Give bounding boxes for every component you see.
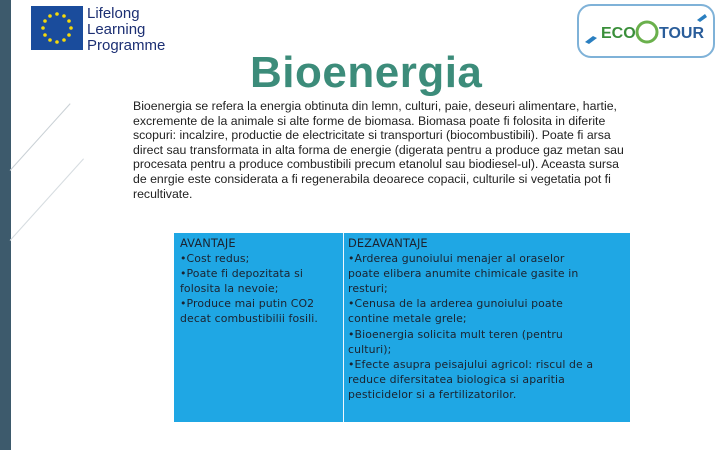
eco-tour-logo: [577, 4, 715, 58]
tour-logo-text: TOUR: [659, 25, 705, 42]
paragraph-line: direct sau transformata in alta forma de energie (digerata pentru a produce gaz metan sau: [133, 142, 624, 157]
disadvantage-line: •Bioenergia solicita mult teren (pentru: [348, 327, 563, 341]
paragraph-line: Bioenergia se refera la energia obtinuta din lemn, culturi, paie, deseuri alimentare, hartie,: [133, 99, 617, 113]
paragraph-line: de enrgie este considerata a fi regenerabila deoarece copacii, culturile si vegetatia pot fi: [133, 171, 611, 186]
advantages-header: AVANTAJE: [180, 236, 236, 250]
disadvantage-line: resturi;: [348, 282, 388, 296]
plane-icon: [585, 36, 597, 44]
disadvantages-column: [348, 236, 624, 402]
advantage-line: folosita la nevoie;: [180, 282, 279, 296]
advantages-column: [180, 236, 340, 327]
paragraph-line: excremente de la animale si alte forme de biomasa. Biomasa poate fi folosita in diferite: [133, 113, 606, 128]
disadvantage-line: culturi);: [348, 342, 392, 356]
decorative-line: [10, 103, 71, 171]
disadvantage-line: pesticidelor si a fertilizatorilor.: [348, 387, 517, 401]
advantage-line: •Cost redus;: [180, 252, 250, 266]
disadvantage-line: •Cenusa de la arderea gunoiului poate: [348, 297, 563, 311]
advantage-line: decat combustibilii fosili.: [180, 312, 318, 326]
paragraph-line: scopuri: incalzire, productie de electricitate si transporturi (biocombustibili). Poate fi arsa: [133, 128, 611, 143]
decorative-line: [10, 158, 84, 240]
column-divider: [343, 233, 344, 422]
lifelong-learning-logo: [31, 6, 167, 54]
plane-icon: [697, 14, 707, 22]
advantage-line: •Poate fi depozitata si: [180, 267, 303, 281]
disadvantage-line: poate elibera anumite chimicale gasite in: [348, 267, 579, 281]
globe-icon: [637, 22, 657, 42]
logo-text-line: Learning: [87, 21, 146, 38]
disadvantage-line: •Arderea gunoiului menajer al oraselor: [348, 252, 565, 266]
eu-flag-icon: [31, 6, 83, 50]
disadvantage-line: contine metale grele;: [348, 312, 467, 326]
pros-cons-table: [174, 233, 630, 422]
disadvantage-line: •Efecte asupra peisajului agricol: riscul de a: [348, 357, 594, 371]
eco-logo-text: ECO: [601, 25, 636, 42]
page-title: Bioenergia: [250, 48, 483, 97]
paragraph-line: recultivate.: [133, 186, 193, 201]
description-paragraph: [133, 99, 705, 201]
advantage-line: •Produce mai putin CO2: [180, 297, 315, 311]
logo-text-line: Programme: [87, 37, 166, 54]
logo-text-line: Lifelong: [87, 5, 140, 22]
disadvantages-header: DEZAVANTAJE: [348, 236, 428, 250]
disadvantage-line: reduce difersitatea biologica si aparitia: [348, 372, 565, 386]
left-accent-bar: [0, 0, 11, 450]
paragraph-line: procesata pentru a produce combustibili precum etanolul sau biodiesel-ul). Aceasta sursa: [133, 157, 619, 172]
